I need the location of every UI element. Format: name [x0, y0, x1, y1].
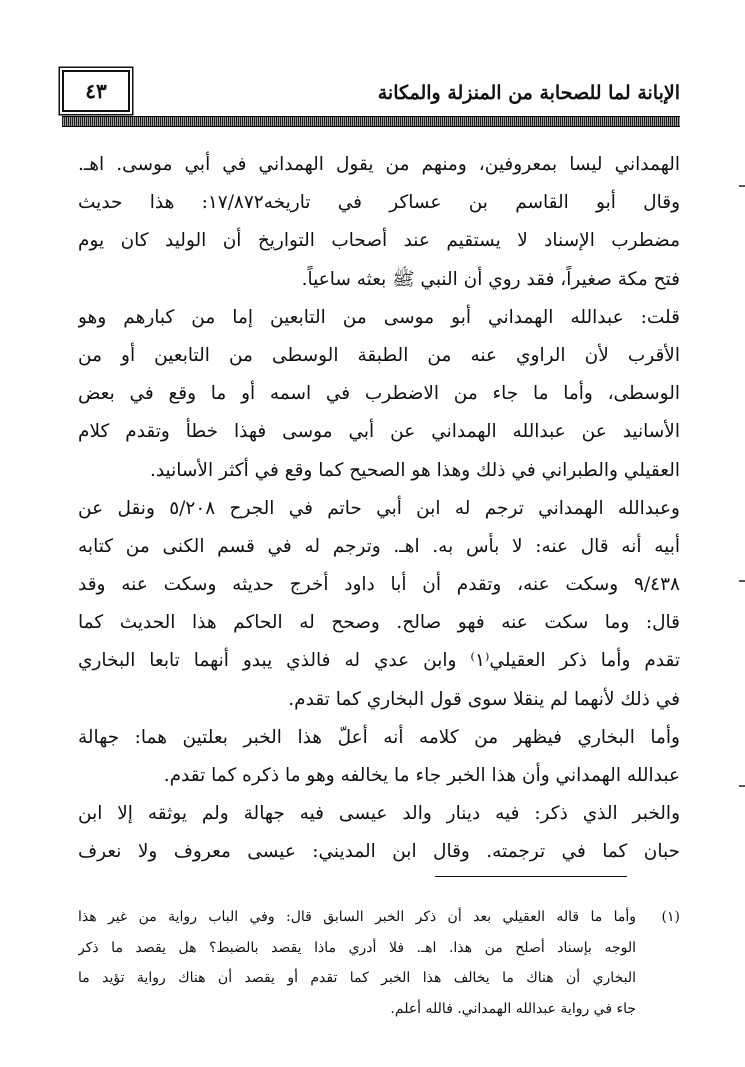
text-line: الأسانيد عن عبدالله الهمداني عن أبي موسى فهذا خطأ وتقدم كلام — [78, 421, 680, 443]
text-line: الهمداني ليسا بمعروفين، ومنهم من يقول الهمداني في أبي موسى. اهـ. — [78, 154, 680, 175]
text-line: العقيلي والطبراني في ذلك وهذا هو الصحيح كما وقع في أكثر الأسانيد. — [149, 459, 680, 481]
text-line: الأقرب لأن الراوي عنه من الطبقة الوسطى من التابعين أو من — [78, 344, 680, 366]
book-title: الإبانة لما للصحابة من المنزلة والمكانة — [377, 82, 680, 104]
text-line: قال: وما سكت عنه فهو صالح. وصحح له الحاكم هذا الحديث كما — [78, 612, 680, 634]
header-divider — [62, 116, 680, 127]
text-line: مضطرب الإسناد لا يستقيم عند أصحاب التواريخ أن الوليد كان يوم — [78, 230, 680, 252]
text-line: الوسطى، وأما ما جاء من الاضطرب في اسمه أو ما وقع في بعض — [78, 383, 680, 405]
text-line: حبان كما في ترجمته. وقال ابن المديني: عيسى معروف ولا نعرف — [78, 841, 680, 863]
footnote-line: جاء في رواية عبدالله الهمداني. فالله أعلم. — [390, 1000, 636, 1017]
page-header — [62, 70, 680, 116]
text-line: والخبر الذي ذكر: فيه دينار والد عيسى فيه جهالة ولم يوثقه إلا ابن — [78, 803, 680, 825]
footnote-body — [78, 902, 636, 1024]
page-number: ٤٣ — [62, 70, 130, 112]
footnote-divider — [435, 876, 627, 877]
text-line: قلت: عبدالله الهمداني أبو موسى من التابعين إما من كبارهم وهو — [78, 306, 680, 328]
text-line: في ذلك لأنهما لم ينقلا سوى قول البخاري كما تقدم. — [288, 688, 680, 710]
text-line: أبيه أنه قال عنه: لا بأس به. اهـ. وترجم له في قسم الكنى من كتابه — [78, 535, 680, 557]
text-line: عبدالله الهمداني وأن هذا الخبر جاء ما يخالفه وهو ما ذكره كما تقدم. — [163, 765, 680, 786]
scan-margin-mark — [739, 185, 745, 187]
scan-margin-mark — [739, 785, 745, 787]
text-line: وعبدالله الهمداني ترجم له ابن أبي حاتم في الجرح ٥/٢٠٨ ونقل عن — [78, 497, 680, 519]
text-line: وقال أبو القاسم بن عساكر في تاريخه١٧/٨٧٢: هذا حديث — [78, 192, 680, 214]
body-text — [78, 146, 680, 872]
footnote — [78, 902, 680, 1024]
text-line: تقدم وأما ذكر العقيلي⁽١⁾ وابن عدي له فالذي يبدو أنهما تابعا البخاري — [78, 650, 680, 672]
footnote-line: وأما ما قاله العقيلي بعد أن ذكر الخبر السابق قال: وفي الباب رواية من غير هذا — [78, 909, 636, 925]
footnote-line: البخاري أن هناك ما يخالف هذا الخبر كما تقدم أو يقصد أن هناك رواية تؤيد ما — [78, 970, 636, 986]
footnote-number: (١) — [661, 909, 680, 925]
text-line: وأما البخاري فيظهر من كلامه أنه أعلّ هذا الخبر بعلتين هما: جهالة — [78, 726, 680, 748]
scan-margin-mark — [739, 580, 745, 582]
text-line: ٩/٤٣٨ وسكت عنه، وتقدم أن أبا داود أخرج حديثه وسكت عنه وقد — [78, 574, 680, 596]
footnote-line: الوجه بإسناد أصلح من هذا. اهـ. فلا أدري ماذا يقصد بالضبط؟ هل يقصد ما ذكر — [78, 939, 636, 956]
text-line: فتح مكة صغيراً، فقد روي أن النبي ﷺ بعثه ساعياً. — [301, 268, 680, 290]
